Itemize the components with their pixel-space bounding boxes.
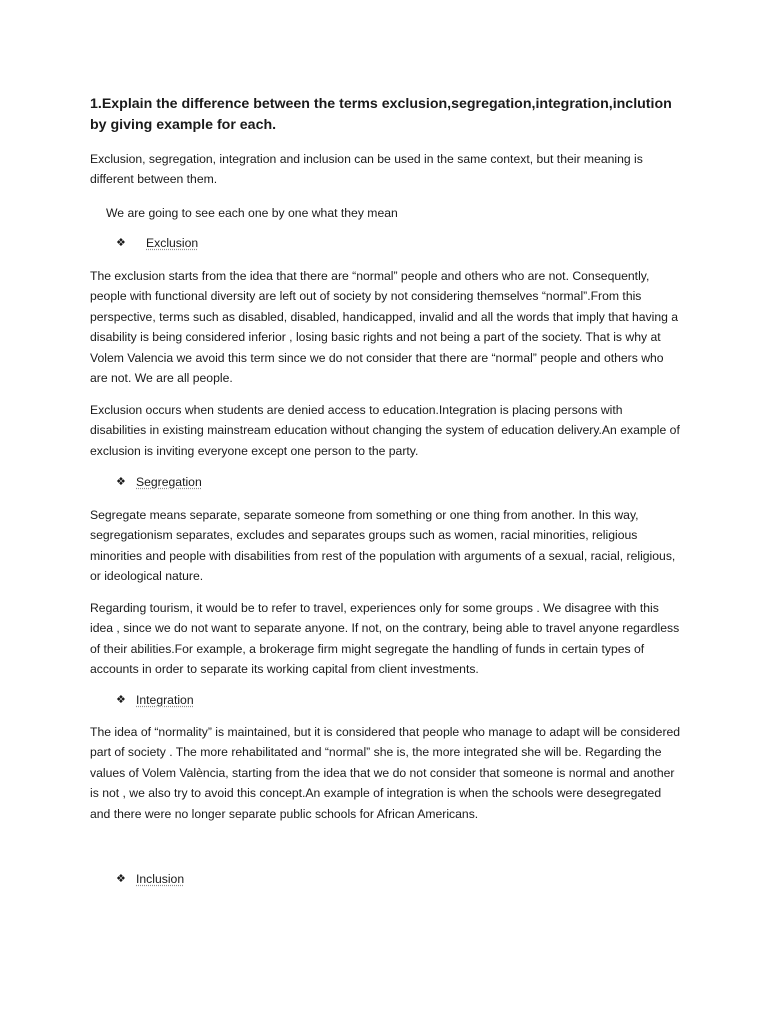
integration-section-title <box>116 690 194 710</box>
exclusion-paragraph-1: The exclusion starts from the idea that there are “normal” people and others who are not. Consequently, people with functional diversity are left out of society by not considering themselves “normal”.From this perspective, terms such as disabled, disabled, handicapped, invalid and all the words that imply that having a disability is being considered inferior , losing basic rights and not being a part of the society. That is why at Volem Valencia we avoid this term since we do not consider that there are “normal” people and others who are not. We are all people. <box>90 269 679 386</box>
inclusion-title-text: Inclusion <box>136 872 185 886</box>
integration-title-text: Integration <box>136 693 194 707</box>
integration-paragraph-1: The idea of “normality” is maintained, but it is considered that people who manage to adapt will be considered part of society . The more rehabilitated and “normal” she is, the more integrated she will be. Regarding the values of Volem València, starting from the idea that we do not consider that someone is normal and another is not , we also try to avoid this concept.An example of integration is when the schools were desegregated and there were no longer separate public schools for African Americans. <box>90 725 681 821</box>
diamond-bullet-icon: ❖ <box>116 476 126 488</box>
segregation-section-title <box>116 472 202 492</box>
diamond-bullet-icon: ❖ <box>116 237 126 249</box>
segregation-title-text: Segregation <box>136 475 202 489</box>
diamond-bullet-icon: ❖ <box>116 694 126 706</box>
inclusion-section-title <box>116 869 184 889</box>
exclusion-paragraph-2: Exclusion occurs when students are denied access to education.Integration is placing persons with disabilities in existing mainstream education without changing the system of education delivery.An example of exclusion is inviting everyone except one person to the party. <box>90 403 680 458</box>
intro-line: We are going to see each one by one what they mean <box>106 206 398 220</box>
exclusion-title-text: Exclusion <box>146 236 199 250</box>
exclusion-section-title <box>116 233 198 253</box>
question-heading: 1.Explain the difference between the terms exclusion,segregation,integration,inclution by giving example for each. <box>90 96 672 133</box>
diamond-bullet-icon: ❖ <box>116 873 126 885</box>
segregation-paragraph-1: Segregate means separate, separate someone from something or one thing from another. In this way, segregationism separates, excludes and separates groups such as women, racial minorities, religious minorities and people with disabilities from rest of the population with arguments of a sexual, racial, religious, or ideological nature. <box>90 508 676 584</box>
segregation-paragraph-2: Regarding tourism, it would be to refer to travel, experiences only for some groups . We disagree with this idea , since we do not want to separate anyone. If not, on the contrary, being able to travel anyone regardless of their abilities.For example, a brokerage firm might segregate the handling of funds in certain types of accounts in order to separate its working capital from client investments. <box>90 601 680 677</box>
intro-paragraph: Exclusion, segregation, integration and inclusion can be used in the same context, but their meaning is different between them. <box>90 152 643 187</box>
